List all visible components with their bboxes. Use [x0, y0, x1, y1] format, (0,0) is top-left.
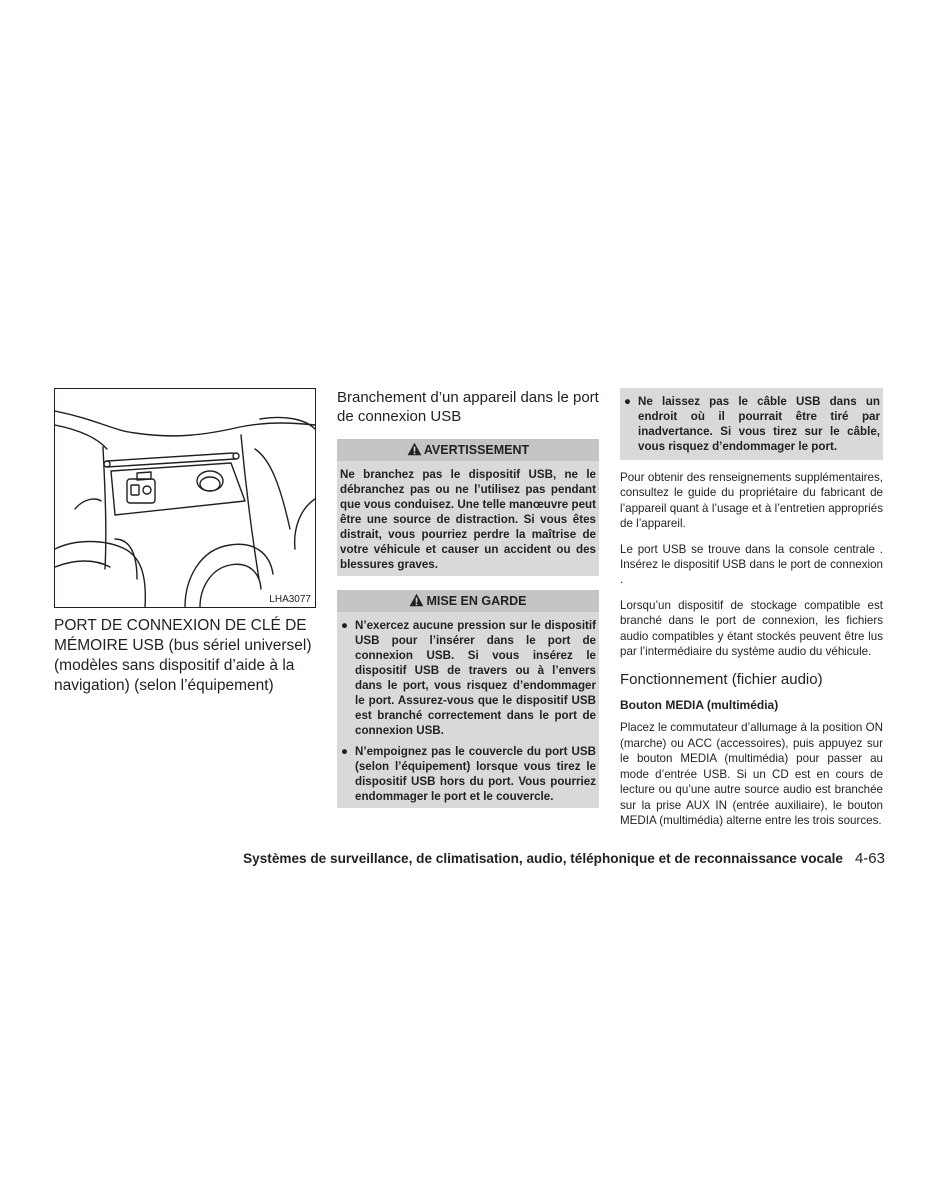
info-column [620, 388, 883, 828]
figure-caption: PORT DE CONNEXION DE CLÉ DE MÉMOIRE USB (bus sériel universel) (modèles sans dispositif d’aide à la navigation) (selon l’équipement) [54, 617, 312, 694]
caution-list-continued [623, 394, 880, 454]
caution-box-continued [620, 388, 883, 460]
warning-column [337, 388, 599, 808]
caution-box-title [337, 590, 599, 612]
figure-column [54, 388, 316, 696]
caution-title-text: MISE EN GARDE [426, 594, 527, 608]
page-footer [243, 850, 885, 867]
operation-heading: Fonctionnement (fichier audio) [620, 671, 823, 689]
chapter-title: Systèmes de surveillance, de climatisation, audio, téléphonique et de reconnaissance vocale [243, 851, 843, 866]
paragraph: Lorsqu’un dispositif de stockage compatible est branché dans le port de connexion, les fichiers audio compatibles y étant stockés peuvent être lus par l’intermédiaire du système audio du véhicule. [620, 598, 883, 659]
warning-box [337, 439, 599, 576]
paragraph: Le port USB se trouve dans la console centrale . Insérez le dispositif USB dans le port de connexion . [620, 542, 883, 587]
paragraph: Pour obtenir des renseignements supplémentaires, consultez le guide du propriétaire du fabricant de l’appareil quant à l’usage et à l’entretien appropriés de l’appareil. [620, 471, 883, 531]
figure-id: LHA3077 [269, 594, 311, 605]
usb-port-figure [54, 388, 316, 608]
operation-text: Placez le commutateur d’allumage à la position ON (marche) ou ACC (accessoires), puis appuyez sur le bouton MEDIA (multimédia) pour passer au mode d’entrée USB. Si un CD est en cours de lecture ou qu’une autre source audio est branchée sur la prise AUX IN (entrée auxiliaire), le bouton MEDIA (multimédia) alterne entre les trois sources. [620, 721, 883, 827]
page-number: 4-63 [854, 850, 885, 867]
usb-port-illustration-icon [55, 389, 315, 607]
list-item: ● Ne laissez pas le câble USB dans un endroit où il pourrait être tiré par inadvertance. Si vous tirez sur le câble, vous risquez d’endommager le port. [624, 395, 880, 453]
warning-title-text: AVERTISSEMENT [423, 443, 530, 457]
list-item: ● N’exercez aucune pression sur le dispositif USB pour l’insérer dans le port de connexion USB. Si vous insérez le dispositif USB de travers ou à l’envers dans le port, vous risquez d’endommager le port. Assurez-vous que le dispositif USB est branché correctement dans le port de connexion USB. [341, 619, 596, 737]
caution-list [340, 618, 596, 804]
warning-text: Ne branchez pas le dispositif USB, ne le débranchez pas ou ne l’utilisez pas pendant que vous conduisez. Une telle manœuvre peut être une source de distraction. Si vous êtes distrait, vous pourriez perdre la maîtrise de votre véhicule et causer un accident ou des blessures graves. [340, 468, 596, 571]
warning-box-title [337, 439, 599, 461]
list-item: ● N’empoignez pas le couvercle du port USB (selon l’équipement) lorsque vous tirez le dispositif USB hors du port. Vous pourriez endommager le port et le couvercle. [341, 745, 596, 803]
section-heading: Branchement d’un appareil dans le port de connexion USB [337, 389, 599, 425]
media-button-heading: Bouton MEDIA (multimédia) [620, 698, 779, 713]
warning-triangle-icon [409, 593, 424, 607]
warning-triangle-icon [407, 442, 422, 456]
caution-box [337, 590, 599, 808]
